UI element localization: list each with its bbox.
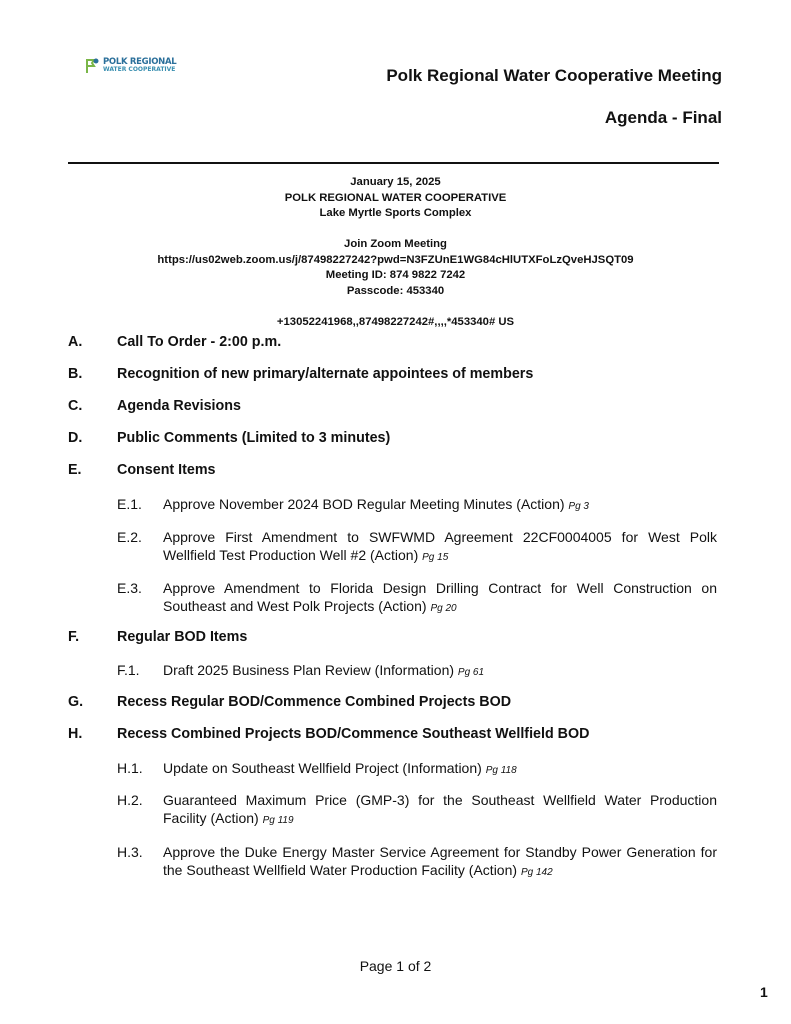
section-g: G. Recess Regular BOD/Commence Combined Projects BOD bbox=[68, 694, 512, 710]
zoom-link[interactable]: https://us02web.zoom.us/j/87498227242?pwd=N3FZUnE1WG84cHlUTXFoLzQveHJSQT09 bbox=[157, 253, 634, 266]
logo-line2: WATER COOPERATIVE bbox=[103, 66, 176, 73]
meeting-date: January 15, 2025 bbox=[350, 176, 441, 188]
item-h3: H.3. Approve the Duke Energy Master Service Agreement for Standby Power Generation for the Southeast Wellfield Water Production Facility (Action) Pg 142 bbox=[117, 844, 717, 878]
item-e3: E.3. Approve Amendment to Florida Design Drilling Contract for Well Construction on Southeast and West Polk Projects (Action) Pg 20 bbox=[117, 580, 717, 614]
join-zoom-label: Join Zoom Meeting bbox=[344, 238, 447, 250]
section-e: E. Consent Items bbox=[68, 462, 216, 478]
item-e2: E.2. Approve First Amendment to SWFWMD Agreement 22CF0004005 for West Polk Wellfield Test Production Well #2 (Action) Pg 15 bbox=[117, 529, 717, 563]
section-h: H. Recess Combined Projects BOD/Commence Southeast Wellfield BOD bbox=[68, 726, 590, 742]
divider bbox=[68, 162, 719, 164]
meeting-org: POLK REGIONAL WATER COOPERATIVE bbox=[284, 191, 507, 204]
logo bbox=[84, 58, 176, 74]
item-h1: H.1. Update on Southeast Wellfield Project (Information) Pg 118 bbox=[117, 760, 517, 776]
section-d: D. Public Comments (Limited to 3 minutes) bbox=[68, 430, 391, 446]
meeting-info bbox=[0, 175, 791, 330]
item-f1: F.1. Draft 2025 Business Plan Review (Information) Pg 61 bbox=[117, 662, 485, 678]
section-a: A. Call To Order - 2:00 p.m. bbox=[68, 334, 282, 350]
page-number: 1 bbox=[760, 984, 768, 1000]
meeting-id: Meeting ID: 874 9822 7242 bbox=[325, 269, 466, 281]
page-indicator: Page 1 of 2 bbox=[359, 958, 432, 974]
passcode: Passcode: 453340 bbox=[346, 284, 445, 297]
section-f: F. Regular BOD Items bbox=[68, 629, 248, 645]
dial-in: +13052241968,,87498227242#,,,,*453340# US bbox=[276, 315, 515, 328]
document-title: Polk Regional Water Cooperative Meeting bbox=[386, 66, 722, 85]
item-h2: H.2. Guaranteed Maximum Price (GMP-3) for the Southeast Wellfield Water Production Facility (Action) Pg 119 bbox=[117, 792, 717, 826]
section-b: B. Recognition of new primary/alternate appointees of members bbox=[68, 366, 534, 382]
section-c: C. Agenda Revisions bbox=[68, 398, 241, 414]
item-e1: E.1. Approve November 2024 BOD Regular Meeting Minutes (Action) Pg 3 bbox=[117, 496, 589, 512]
flag-icon bbox=[84, 58, 100, 74]
logo-line1: POLK REGIONAL bbox=[103, 57, 177, 67]
document-subtitle: Agenda - Final bbox=[604, 108, 722, 127]
meeting-location: Lake Myrtle Sports Complex bbox=[319, 207, 472, 219]
